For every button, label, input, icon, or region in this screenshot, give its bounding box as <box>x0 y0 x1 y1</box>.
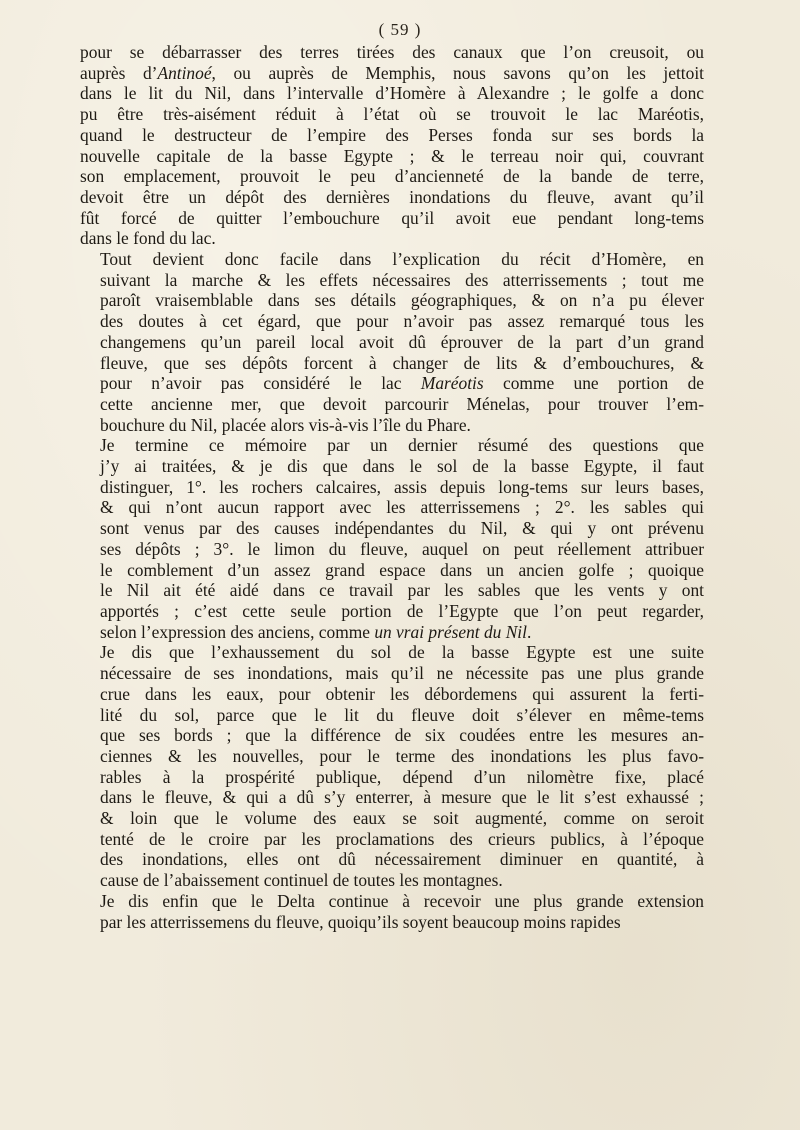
text-line: suivant la marche & les effets nécessaires des atterrissements ; tout me <box>100 269 704 290</box>
text-line: des doutes à cet égard, que pour n’avoir pas assez remarqué tous les <box>100 311 704 332</box>
page-number: ( 59 ) <box>378 20 422 39</box>
text-line: dans le lit du Nil, dans l’intervalle d’Homère à Alexandre ; le golfe a donc <box>80 83 704 104</box>
text-line: paroît vraisemblable dans ses détails géographiques, & on n’a pu élever <box>100 290 704 311</box>
text-line: son emplacement, prouvoit le peu d’ancienneté de la bande de terre, <box>80 166 704 187</box>
text-line: tenté de le croire par les proclamations des crieurs publics, à l’époque <box>100 828 704 849</box>
text-line: pour se débarrasser des terres tirées des canaux que l’on creusoit, ou <box>80 42 704 62</box>
text-line: pour n’avoir pas considéré le lac Maréotis comme une portion de <box>100 373 704 394</box>
text-line: fleuve, que ses dépôts forcent à changer de lits & d’embouchures, & <box>100 352 704 373</box>
text-line: ses dépôts ; 3°. le limon du fleuve, auquel on peut réellement attribuer <box>100 538 704 559</box>
paragraph <box>80 891 704 932</box>
text-line: Je termine ce mémoire par un dernier résumé des questions que <box>100 435 704 456</box>
text-line: nécessaire de ses inondations, mais qu’il ne nécessite pas une plus grande <box>100 663 704 684</box>
text-line: lité du sol, parce que le lit du fleuve doit s’élever en même-tems <box>100 704 704 725</box>
body-text <box>80 42 704 932</box>
text-line: que ses bords ; que la différence de six coudées entre les mesures an- <box>100 725 704 746</box>
text-line: distinguer, 1°. les rochers calcaires, assis depuis long-tems sur leurs bases, <box>100 476 704 497</box>
text-line: Tout devient donc facile dans l’explication du récit d’Homère, en <box>100 249 704 270</box>
text-line: & qui n’ont aucun rapport avec les atterrissemens ; 2°. les sables qui <box>100 497 704 518</box>
text-line: dans le fond du lac. <box>80 228 216 249</box>
text-line: des inondations, elles ont dû nécessairement diminuer en quantité, à <box>100 849 704 870</box>
paragraph <box>80 642 704 890</box>
paragraph <box>80 435 704 642</box>
text-line: Je dis enfin que le Delta continue à recevoir une plus grande extension <box>100 890 704 911</box>
text-line: j’y ai traitées, & je dis que dans le sol de la basse Egypte, il faut <box>100 456 704 477</box>
text-line: ciennes & les nouvelles, pour le terme des inondations les plus favo- <box>100 745 704 766</box>
text-line: cause de l’abaissement continuel de toutes les montagnes. <box>100 870 503 891</box>
text-line: bouchure du Nil, placée alors vis-à-vis l’île du Phare. <box>100 414 471 435</box>
text-line: devoit être un dépôt des dernières inondations du fleuve, avant qu’il <box>80 186 704 207</box>
paragraph <box>80 249 704 435</box>
text-line: sont venus par des causes indépendantes du Nil, & qui y ont prévenu <box>100 518 704 539</box>
text-line: quand le destructeur de l’empire des Perses fonda sur ses bords la <box>80 124 704 145</box>
text-line: pu être très-aisément réduit à l’état où se trouvoit le lac Maréotis, <box>80 104 704 125</box>
text-line: le Nil ait été aidé dans ce travail par les sables que les vents y ont <box>100 580 704 601</box>
text-line: changemens qu’un pareil local avoit dû éprouver de la part d’un grand <box>100 331 704 352</box>
text-line: rables à la prospérité publique, dépend d’un nilomètre fixe, placé <box>100 766 704 787</box>
text-line: le comblement d’un assez grand espace dans un ancien golfe ; quoique <box>100 559 704 580</box>
text-line: apportés ; c’est cette seule portion de l’Egypte que l’on peut regarder, <box>100 600 704 621</box>
text-line: dans le fleuve, & qui a dû s’y enterrer, à mesure que le lit s’est exhaussé ; <box>100 787 704 808</box>
text-line: cette ancienne mer, que devoit parcourir Ménelas, pour trouver l’em- <box>100 393 704 414</box>
text-line: par les atterrissemens du fleuve, quoiqu’ils soyent beaucoup moins rapides <box>100 911 621 932</box>
text-line: & loin que le volume des eaux se soit augmenté, comme on seroit <box>100 808 704 829</box>
paragraph <box>80 42 704 249</box>
text-line: crue dans les eaux, pour obtenir les débordemens qui assurent la ferti- <box>100 683 704 704</box>
text-line: nouvelle capitale de la basse Egypte ; & le terreau noir qui, couvrant <box>80 145 704 166</box>
text-line: fût forcé de quitter l’embouchure qu’il avoit eue pendant long-tems <box>80 207 704 228</box>
text-line: auprès d’Antinoé, ou auprès de Memphis, nous savons qu’on les jettoit <box>80 62 704 83</box>
text-line: selon l’expression des anciens, comme un vrai présent du Nil. <box>100 621 532 642</box>
text-line: Je dis que l’exhaussement du sol de la basse Egypte est une suite <box>100 642 704 663</box>
